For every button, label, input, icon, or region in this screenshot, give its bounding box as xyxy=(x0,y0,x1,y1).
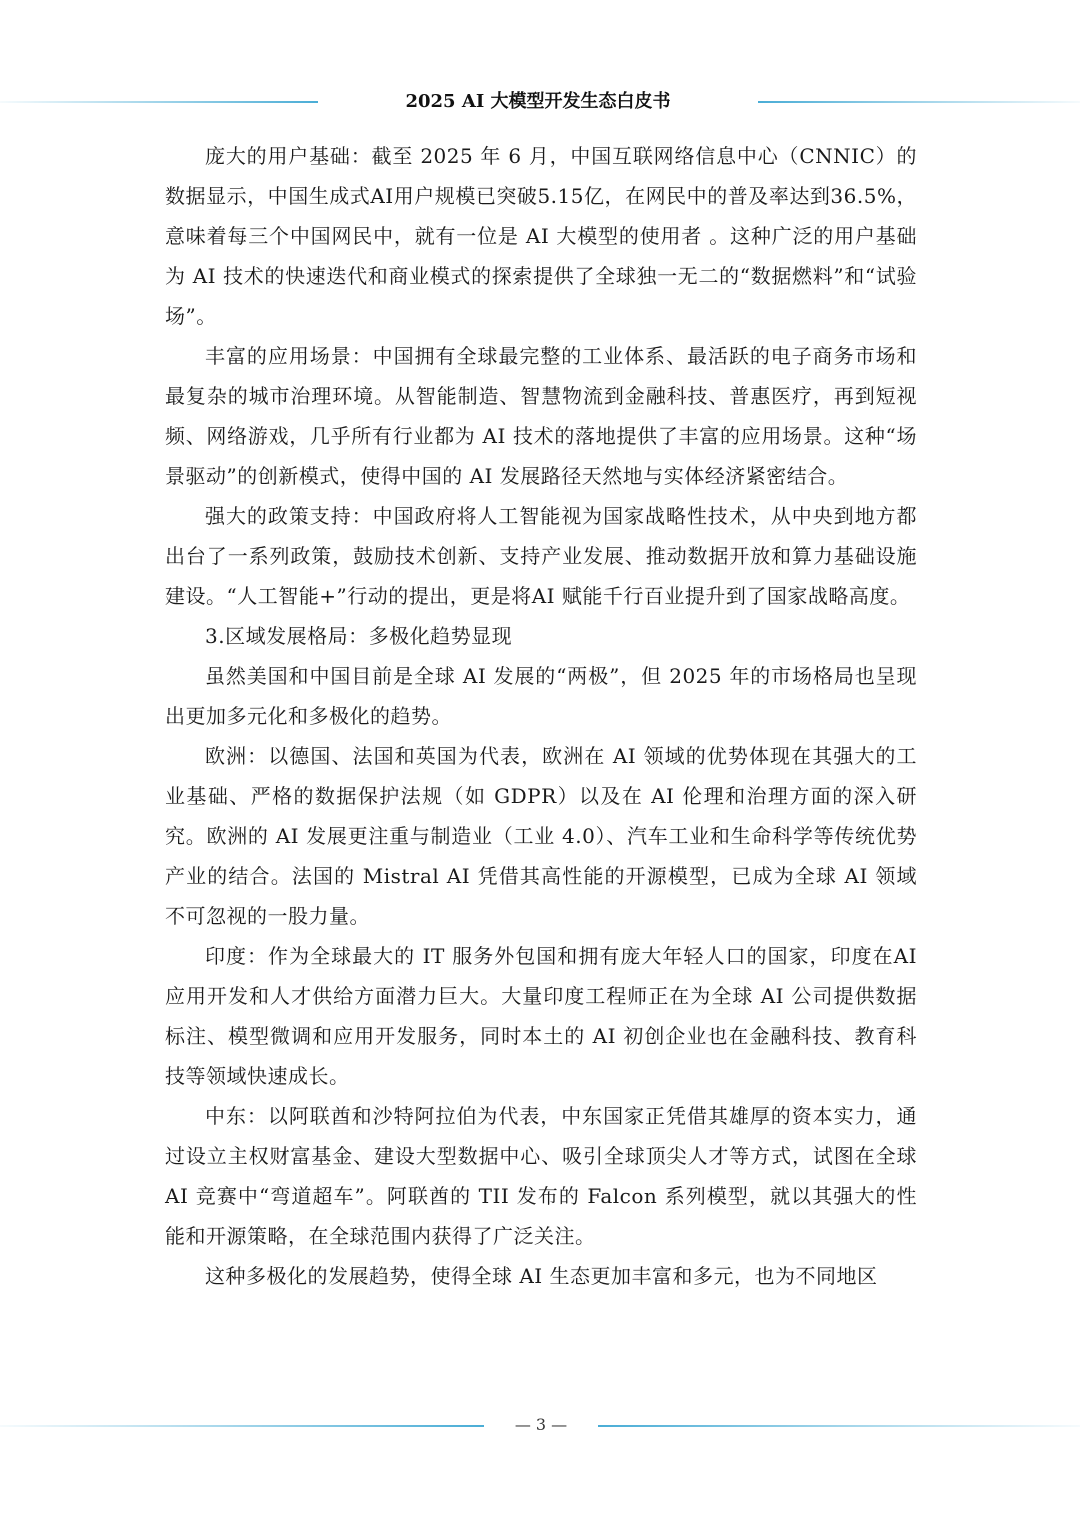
header-rule-right xyxy=(758,101,1080,103)
header-rule-left xyxy=(0,101,318,103)
paragraph-policy-support: 强大的政策支持：中国政府将人工智能视为国家战略性技术，从中央到地方都出台了一系列政策，鼓励技术创新、支持产业发展、推动数据开放和算力基础设施建设。“人工智能+”行动的提出，更是将AI 赋能千行百业提升到了国家战略高度。 xyxy=(165,504,917,608)
paragraph-multipolar-intro: 虽然美国和中国目前是全球 AI 发展的“两极”，但 2025 年的市场格局也呈现出更加多元化和多极化的趋势。 xyxy=(165,664,917,728)
page-number: — 3 — xyxy=(514,1415,568,1434)
section-heading-regional-landscape: 3.区域发展格局：多极化趋势显现 xyxy=(205,624,513,648)
paragraph-application-scenarios: 丰富的应用场景：中国拥有全球最完整的工业体系、最活跃的电子商务市场和最复杂的城市治理环境。从智能制造、智慧物流到金融科技、普惠医疗，再到短视频、网络游戏，几乎所有行业都为 AI 技术的落地提供了丰富的应用场景。这种“场景驱动”的创新模式，使得中国的 AI 发展路径天然地与实体经济紧密结合。 xyxy=(165,344,917,488)
document-header-title: 2025 AI 大模型开发生态白皮书 xyxy=(405,91,671,112)
paragraph-middle-east: 中东：以阿联酋和沙特阿拉伯为代表，中东国家正凭借其雄厚的资本实力，通过设立主权财富基金、建设大型数据中心、吸引全球顶尖人才等方式，试图在全球 AI 竞赛中“弯道超车”。阿联酋的 TII 发布的 Falcon 系列模型，就以其强大的性能和开源策略，在全球范围内获得了广泛关注。 xyxy=(165,1104,917,1248)
paragraph-india: 印度：作为全球最大的 IT 服务外包国和拥有庞大年轻人口的国家，印度在AI 应用开发和人才供给方面潜力巨大。大量印度工程师正在为全球 AI 公司提供数据标注、模型微调和应用开发服务，同时本土的 AI 初创企业也在金融科技、教育科技等领域快速成长。 xyxy=(165,944,917,1088)
paragraph-multipolar-conclusion: 这种多极化的发展趋势，使得全球 AI 生态更加丰富和多元，也为不同地区 xyxy=(205,1264,878,1288)
footer-rule-left xyxy=(0,1425,484,1427)
paragraph-user-base: 庞大的用户基础：截至 2025 年 6 月，中国互联网络信息中心（CNNIC）的数据显示，中国生成式AI用户规模已突破5.15亿，在网民中的普及率达到36.5%，意味着每三个中国网民中，就有一位是 AI 大模型的使用者 。这种广泛的用户基础为 AI 技术的快速迭代和商业模式的探索提供了全球独一无二的“数据燃料”和“试验场”。 xyxy=(165,144,917,328)
page-body xyxy=(165,136,917,1296)
footer-rule-right xyxy=(598,1425,1080,1427)
paragraph-europe: 欧洲：以德国、法国和英国为代表，欧洲在 AI 领域的优势体现在其强大的工业基础、严格的数据保护法规（如 GDPR）以及在 AI 伦理和治理方面的深入研究。欧洲的 AI 发展更注重与制造业（工业 4.0）、汽车工业和生命科学等传统优势产业的结合。法国的 Mistral AI 凭借其高性能的开源模型，已成为全球 AI 领域不可忽视的一股力量。 xyxy=(165,744,917,928)
